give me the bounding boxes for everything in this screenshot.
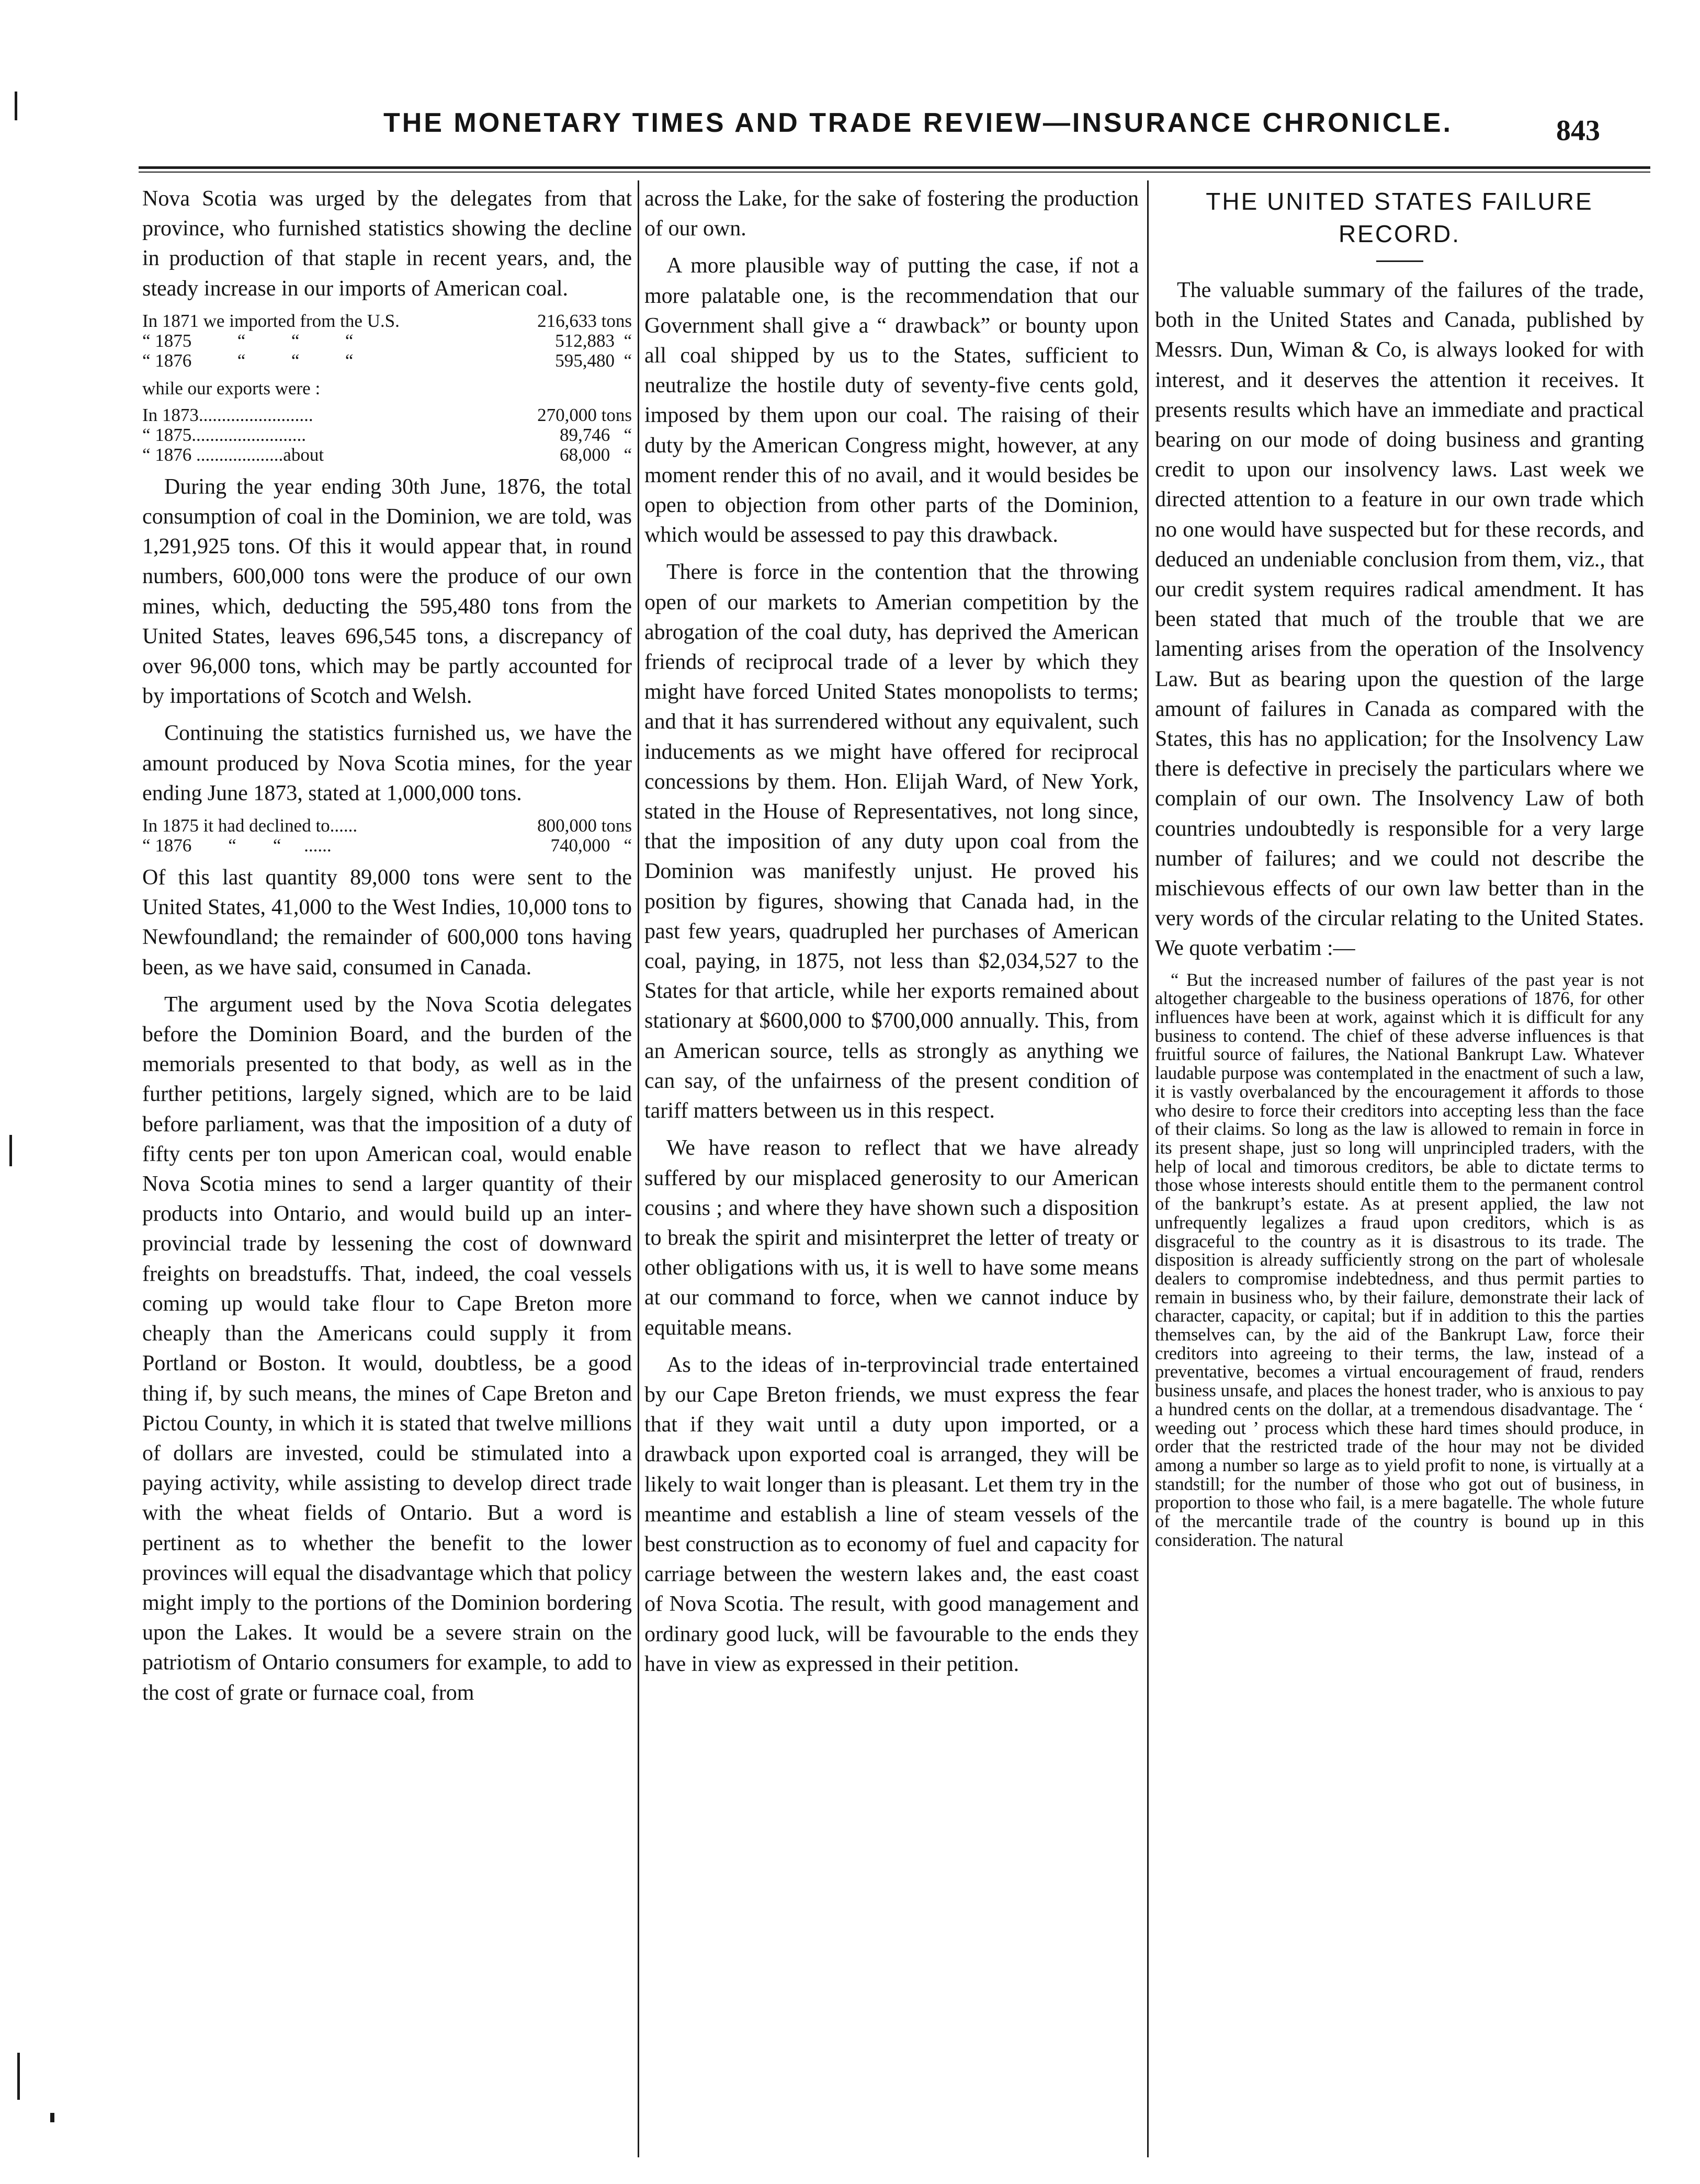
production-decline-statistics	[142, 816, 632, 856]
header-rule-bottom	[139, 172, 1650, 173]
stat-label: “ 1876 “ “ ......	[142, 836, 332, 856]
article-paragraph: The valuable summary of the failures of the trade, both in the United States and Canada, published by Messrs. Dun, Wiman & Co, is always looked for with interest, and it deserves the attention it receives. It presents results which have an immediate and practical bearing on our mode of doing business and granting credit to upon our insolvency laws. Last week we directed attention to a feature in our own trade which no one would have suspected but for these records, and deduced an undeniable conclusion from them, viz., that our credit system requires radical amendment. It has been stated that much of the trouble that we are lamenting arises from the operation of the Insolvency Law. But as bearing upon the question of the large amount of failures in Canada as compared with the States, this has no application; for the Insolvency Law there is defective in precisely the particulars where we complain of our own. The Insolvency Law of both countries undoubtedly is responsible for a very large number of failures; and we could not describe the mischievous effects of our own law better than in the very words of the circular relating to the United States. We quote verbatim :—	[1155, 278, 1644, 961]
stat-row	[142, 331, 632, 351]
stat-value: 512,883 “	[555, 330, 632, 351]
masthead-title: THE MONETARY TIMES AND TRADE REVIEW—INSURANCE CHRONICLE.	[383, 108, 1453, 138]
exports-statistics	[142, 405, 632, 465]
column-divider-right	[1147, 180, 1149, 2157]
stat-row	[142, 836, 632, 856]
stat-value: 68,000 “	[559, 444, 632, 465]
stat-label: “ 1875.........................	[142, 425, 307, 445]
article-paragraph: We have reason to reflect that we have already suffered by our misplaced generosity to our American cousins ; and where they have shown such a disposition to break the spirit and misinterpret the letter of treaty or other obligations with us, it is well to have some means at our command to force, when we cannot induce by equitable means.	[644, 1136, 1139, 1340]
stat-row	[142, 425, 632, 445]
imports-statistics	[142, 311, 632, 371]
column-3	[1155, 184, 1644, 1550]
stat-value: 270,000 tons	[537, 404, 632, 425]
stat-label: In 1875 it had declined to......	[142, 816, 358, 836]
article-paragraph: A more plausible way of putting the case, if not a more palatable one, is the recommendation that our Government shall give a “ drawback” or bounty upon all coal shipped by us to the States, sufficient to neutralize the hostile duty of seventy-five cents gold, imposed by them upon our coal. The raising of their duty by the American Congress might, however, at any moment render this of no avail, and it would besides be open to objection from other parts of the Dominion, which would be assessed to pay this drawback.	[644, 254, 1139, 548]
page-number: 843	[1556, 115, 1600, 147]
header-rule-top	[139, 166, 1650, 169]
exports-lead: while our exports were :	[142, 378, 321, 399]
stat-row	[142, 311, 632, 331]
margin-mark	[15, 92, 17, 120]
article-paragraph: Nova Scotia was urged by the delegates from that province, who furnished statistics showing the decline in production of that staple in recent years, and, the steady increase in our imports of American coal.	[142, 187, 632, 301]
article-paragraph: Of this last quantity 89,000 tons were sent to the United States, 41,000 to the West Indies, 10,000 tons to Newfoundland; the remainder of 600,000 tons having been, as we have said, consumed in Canada.	[142, 866, 632, 980]
stat-label: In 1871 we imported from the U.S.	[142, 311, 400, 331]
stat-row	[142, 405, 632, 425]
stat-label: In 1873.........................	[142, 405, 313, 425]
column-divider-left	[638, 180, 639, 2157]
article-paragraph: During the year ending 30th June, 1876, the total consumption of coal in the Dominion, we are told, was 1,291,925 tons. Of this it would appear that, in round numbers, 600,000 tons were the produce of our own mines, which, deducting the 595,480 tons from the United States, leaves 696,545 tons, a discrepancy of over 96,000 tons, which may be partly accounted for by importations of Scotch and Welsh.	[142, 474, 632, 709]
stat-row	[142, 351, 632, 371]
stat-value: 740,000 “	[550, 835, 632, 856]
stat-label: “ 1876 ...................about	[142, 445, 324, 465]
article-title-line-1: THE UNITED STATES FAILURE	[1206, 188, 1593, 215]
article-paragraph: As to the ideas of in-terprovincial trade entertained by our Cape Breton friends, we must express the fear that if they wait until a duty upon imported, or a drawback upon exported coal is arranged, they will be likely to wait longer than is pleasant. Let them try in the meantime and establish a line of steam vessels of the best construction as to economy of fuel and capacity for carriage between the western lakes and, the east coast of Nova Scotia. The result, with good management and ordinary good luck, will be favourable to the ends they have in view as expressed in their petition.	[644, 1352, 1139, 1676]
stat-value: 89,746 “	[559, 424, 632, 445]
stat-value: 800,000 tons	[537, 815, 632, 836]
column-1	[142, 184, 632, 1715]
article-title-line-2: RECORD.	[1338, 220, 1461, 247]
article-paragraph: across the Lake, for the sake of fostering the production of our own.	[644, 187, 1139, 241]
stat-row	[142, 816, 632, 836]
stat-value: 595,480 “	[555, 350, 632, 371]
margin-mark	[17, 2053, 20, 2100]
margin-mark	[50, 2113, 54, 2122]
article-paragraph: There is force in the contention that the throwing open of our markets to Amerian competition by the abrogation of the coal duty, has deprived the American friends of reciprocal trade of a lever by which they might have forced United States monopolists to terms; and that it has surrendered without any equivalent, such inducements as we might have offered for reciprocal concessions by them. Hon. Elijah Ward, of New York, stated in the House of Representatives, not long since, that the imposition of any duty upon coal from the Dominion was manifestly unjust. He proved his position by figures, showing that Canada had, in the past few years, quadrupled her purchases of American coal, paying, in 1875, not less than $2,034,527 to the States for that article, while her exports remained about stationary at $600,000 to $700,000 annually. This, from an American source, tells as strongly as anything we can say, of the unfairness of the present condition of tariff matters between us in this respect.	[644, 560, 1139, 1123]
stat-value: 216,633 tons	[537, 310, 632, 331]
article-paragraph: The argument used by the Nova Scotia delegates before the Dominion Board, and the burden of the memorials presented to that body, as well as in the further petitions, largely signed, which are to be laid before parliament, was that the imposition of a duty of fifty cents per ton upon American coal, would enable Nova Scotia mines to send a larger quantity of their products into Ontario, and would build up an inter-provincial trade by lessening the cost of downward freights on breadstuffs. That, indeed, the coal vessels coming up would take flour to Cape Breton more cheaply than the Americans could supply it from Portland or Boston. It would, doubtless, be a good thing if, by such means, the mines of Cape Breton and Pictou County, in which it is stated that twelve millions of dollars are invested, could be stimulated into a paying activity, while assisting to develop direct trade with the wheat fields of Ontario. But a word is pertinent as to whether the benefit to the lower provinces will equal the disadvantage which that policy might imply to the portions of the Dominion bordering upon the Lakes. It would be a severe strain on the patriotism of Ontario consumers for example, to add to the cost of grate or furnace coal, from	[142, 992, 632, 1705]
column-2	[644, 184, 1139, 1687]
stat-label: “ 1875 “ “ “	[142, 331, 354, 351]
quoted-circular: “ But the increased number of failures of the past year is not altogether chargeable to the business operations of 1876, for other influences have been at work, against which it is difficult for any business to contend. The chief of these adverse influences is that fruitful source of failures, the National Bankrupt Law. Whatever laudable purpose was contemplated in the enactment of such a law, it is vastly overbalanced by the encouragement it affords to those who desire to force their creditors into accepting less than the face of their claims. So long as the law is allowed to remain in force in its present shape, just so long will unprincipled traders, with the help of local and timorous creditors, be able to dictate terms to those whose interests should entitle them to the permanent control of the bankrupt’s estate. As at present applied, the law not unfrequently legalizes a fraud upon creditors, which is as disgraceful to the country as it is disastrous to its trade. The disposition is already sufficiently strong on the part of wholesale dealers to compromise indebtedness, and thus permit parties to remain in business who, by their failure, demonstrate their lack of character, capacity, or capital; but if in addition to this the parties themselves can, by the aid of the Bankrupt Law, force their creditors into agreeing to their terms, the law, instead of a preventative, becomes a virtual encouragement of fraud, renders business unsafe, and places the honest trader, who is anxious to pay a hundred cents on the dollar, at a tremendous disadvantage. The ‘ weeding out ’ process which these hard times should produce, in order that the restricted trade of the hour may not be divided among a number so large as to yield profit to none, is virtually at a standstill; for the number of those who got out of business, in proportion to those who fail, is a mere bagatelle. The whole future of the mercantile trade of the country is bound up in this consideration. The natural	[1155, 970, 1644, 1550]
margin-mark	[9, 1135, 12, 1166]
title-divider	[1376, 260, 1423, 262]
article-paragraph: Continuing the statistics furnished us, we have the amount produced by Nova Scotia mines, for the year ending June 1873, stated at 1,000,000 tons.	[142, 721, 632, 805]
stat-label: “ 1876 “ “ “	[142, 350, 354, 371]
stat-row	[142, 445, 632, 465]
